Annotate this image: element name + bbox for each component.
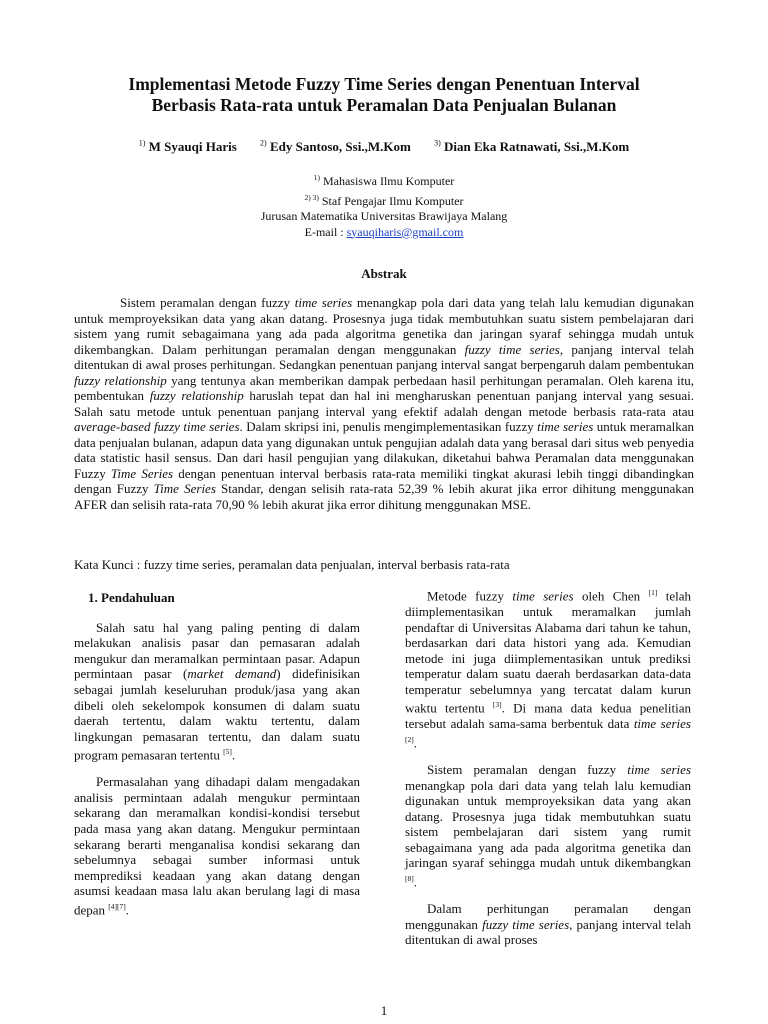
page-number: 1: [380, 1003, 388, 1018]
author-list: [60, 139, 708, 155]
paper-title: [60, 74, 708, 116]
title-line-2: Berbasis Rata-rata untuk Peramalan Data Penjualan Bulanan: [151, 95, 617, 115]
email-link[interactable]: syauqiharis@gmail.com: [346, 224, 464, 239]
author-2: [260, 139, 411, 154]
right-paragraph-2: Sistem peramalan dengan fuzzy time series menangkap pola dari data yang telah lalu kemudian digunakan untuk memproyeksikan data yang akan datang. Prosesnya juga tidak membutuhkan suatu sistem pembelajaran dari sistem yang rumit sebagaimana yang ada pada algoritma genetika dan jaringan syaraf sehingga mudah untuk dikembangkan [8].: [405, 761, 691, 890]
right-paragraph-1: Metode fuzzy time series oleh Chen [1] telah diimplementasikan untuk meramalkan jumlah pendaftar di Universitas Alabama dari tahun ke tahun, berdasarkan dari data histori yang ada. Kemudian metode ini juga diimplementasikan untuk prediksi temperatur dalam suatu daerah berdasarkan data-data temperatur sebelumnya yang tercatat dalam kurun waktu tertentu [3]. Di mana data kedua penelitian tersebut adalah sama-sama berbentuk data time series [2].: [405, 588, 691, 751]
email-label: E-mail :: [304, 224, 347, 239]
author-3-name: Dian Eka Ratnawati, Ssi.,M.Kom: [443, 139, 630, 155]
author-3-mark: 3): [434, 139, 441, 148]
author-1-mark: 1): [138, 139, 146, 148]
title-line-1: Implementasi Metode Fuzzy Time Series dengan Penentuan Interval: [128, 74, 640, 94]
section-heading: 1. Pendahuluan: [88, 590, 175, 605]
affiliation-1: [60, 170, 708, 190]
affiliation-2: [60, 190, 708, 210]
right-paragraph-3: Dalam perhitungan peramalan dengan menggunakan fuzzy time series, panjang interval telah ditentukan di awal proses: [405, 901, 692, 948]
right-column: [405, 585, 691, 959]
affiliation-3: Jurusan Matematika Universitas Brawijaya Malang: [260, 209, 508, 223]
keywords: Kata Kunci : fuzzy time series, peramalan data penjualan, interval berbasis rata-rata: [74, 557, 510, 572]
affiliations: [60, 170, 708, 240]
abstract-body: Sistem peramalan dengan fuzzy time series menangkap pola dari data yang telah lalu kemudian digunakan untuk memproyeksikan data yang akan datang. Prosesnya juga tidak membutuhkan suatu sistem pembelajaran dari sistem yang rumit sebagaimana yang ada pada algoritma genetika dan jaringan syaraf sehingga mudah untuk dikembangkan. Dalam perhitungan peramalan dengan menggunakan fuzzy time series, panjang interval telah ditentukan di awal proses perhitungan. Sedangkan penentuan panjang interval sangat berpengaruh dalam pembentukan fuzzy relationship yang tentunya akan memberikan dampak perbedaan hasil perhitungan peramalan. Oleh karena itu, pembentukan fuzzy relationship haruslah tepat dan hal ini mengharuskan penentuan panjang interval yang sesuai. Salah satu metode untuk penentuan panjang interval yang efektif adalah dengan metode berbasis rata-rata atau average-based fuzzy time series. Dalam skripsi ini, penulis mengimplementasikan fuzzy time series untuk meramalkan data penjualan bulanan, adapun data yang digunakan untuk pengujian adalah data yang berasal dari situs web penyedia data statistic hasil sensus. Dan dari hasil pengujian yang dilakukan, diketahui bahwa Peramalan data menggunakan Fuzzy Time Series dengan penentuan interval berbasis rata-rata memiliki tingkat akurasi lebih tinggi dibandingkan dengan Fuzzy Time Series Standar, dengan selisih rata-rata 52,39 % lebih akurat jika error dihitung menggunakan AFER dan selisih rata-rata 70,90 % lebih akurat jika error dihitung menggunakan MSE.: [74, 295, 694, 512]
abstract-heading: Abstrak: [361, 266, 407, 281]
left-paragraph-2: Permasalahan yang dihadapi dalam mengadakan analisis permintaan adalah mengukur permintaan sekarang dan meramalkan kondisi-kondisi tersebut pada masa yang akan datang. Mengukur permintaan sekarang berarti menganalisa kondisi sekarang dan sebelumnya sebagai sumber informasi untuk memprediksi keadaan yang akan datang dengan asumsi keadaan masa lalu akan berulang lagi di masa depan [4][7].: [74, 774, 360, 918]
left-column: [74, 590, 360, 929]
author-3: [434, 139, 629, 154]
affiliation-1-text: Mahasiswa Ilmu Komputer: [322, 174, 455, 188]
affiliation-2-text: Staf Pengajar Ilmu Komputer: [321, 193, 464, 208]
author-1-name: M Syauqi Haris: [148, 139, 237, 155]
left-paragraph-1: Salah satu hal yang paling penting di dalam melakukan analisis pasar dan pemasaran adalah mengukur dan meramalkan permintaan pasar. Adapun permintaan pasar (market demand) didefinisikan sebagai jumlah keseluruhan produk/jasa yang akan dibeli oleh sekelompok konsumen di dalam suatu daerah tertentu, dalam waktu tertentu, dalam lingkungan pemasaran tertentu, dan dalam suatu program pemasaran tertentu [5].: [74, 619, 360, 763]
author-2-name: Edy Santoso, Ssi.,M.Kom: [269, 139, 411, 155]
author-2-mark: 2): [260, 139, 267, 148]
affiliation-1-mark: 1): [313, 173, 320, 182]
author-1: [139, 139, 237, 154]
affiliation-2-mark: 2) 3): [304, 192, 319, 202]
email-line: [60, 225, 708, 241]
